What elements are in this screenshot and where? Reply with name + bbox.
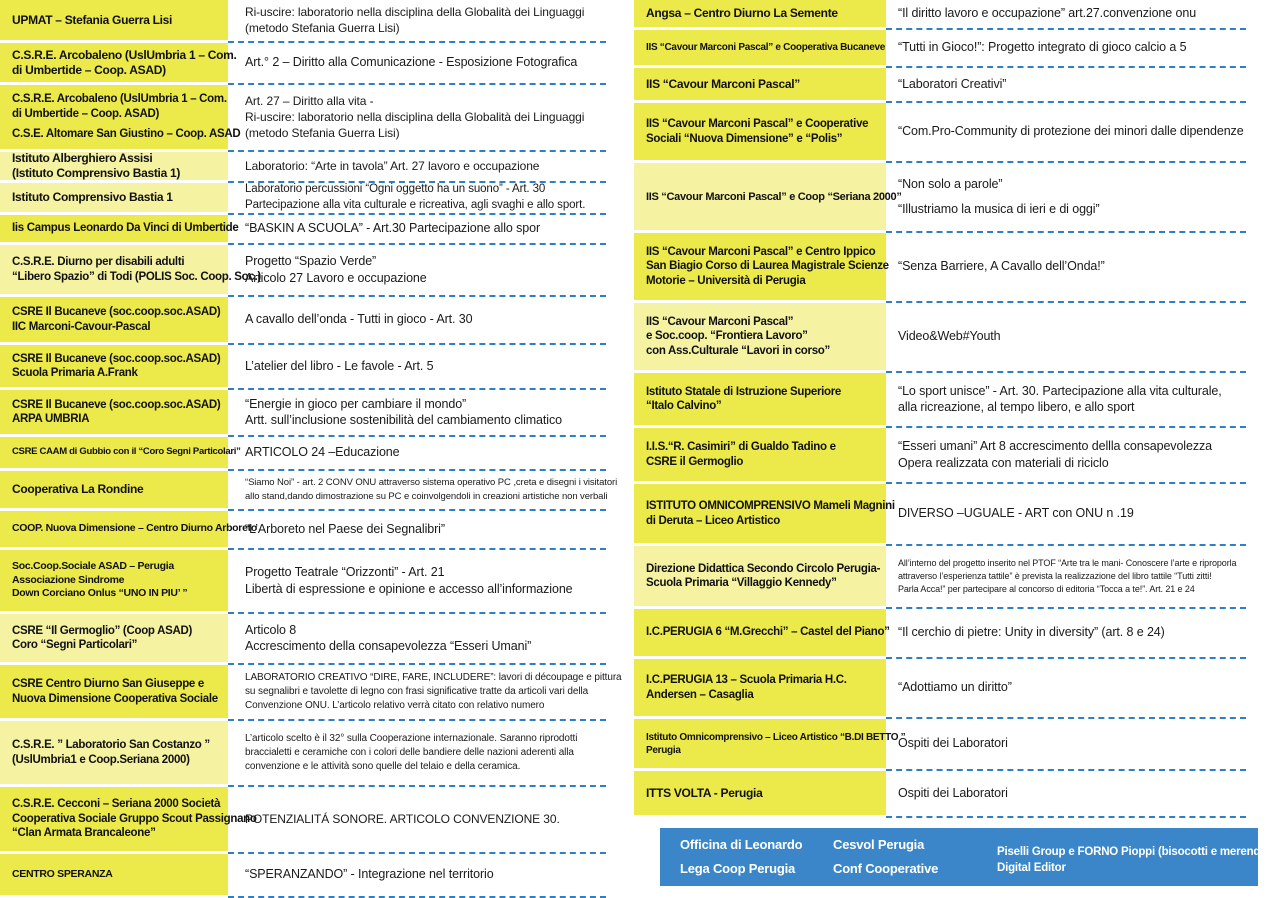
right-row-9	[634, 428, 1258, 484]
organization-line: Scuola Primaria A.Frank	[12, 367, 138, 379]
project-description	[245, 345, 610, 387]
organization-line: IIS “Cavour Marconi Pascal”	[646, 315, 794, 328]
organization-line: CSRE Centro Diurno San Giuseppe e	[12, 678, 205, 690]
description-line: Progetto “Spazio Verde”	[245, 254, 377, 268]
organization-line: CSRE “Il Germoglio” (Coop ASAD)	[12, 624, 193, 637]
description-line: Art.° 2 – Diritto alla Comunicazione - Esposizione Fotografica	[245, 55, 578, 70]
description-line: Ospiti dei Laboratori	[898, 785, 1008, 800]
organization-line: San Biagio Corso di Laurea Magistrale Scienze	[646, 260, 889, 273]
organization-line: IIS “Cavour Marconi Pascal” e Cooperative	[646, 118, 869, 130]
description-line: (metodo Stefania Guerra Lisi)	[245, 126, 400, 140]
description-line: su segnalibri e tavolette di legno con frasi significative tratte da articoli vari della	[245, 685, 589, 697]
organization-label	[0, 511, 257, 547]
description-line: Articolo 27 Lavoro e occupazione	[245, 270, 427, 285]
organization-line: I.C.PERUGIA 6 “M.Grecchi” – Castel del Piano”	[646, 626, 890, 639]
organization-line: di Deruta – Liceo Artistico	[646, 514, 780, 527]
organization-line: IIS “Cavour Marconi Pascal”	[646, 76, 800, 91]
organization-line: CENTRO SPERANZA	[12, 867, 113, 880]
description-line: “BASKIN A SCUOLA” - Art.30 Partecipazione allo spor	[245, 221, 541, 236]
organization-label	[0, 721, 228, 784]
right-row-14	[634, 719, 1258, 771]
organization-line: Cooperativa La Rondine	[12, 482, 144, 496]
organization-label	[0, 152, 228, 180]
left-row-2	[0, 43, 610, 85]
organization-line: Motorie – Università di Perugia	[646, 274, 806, 287]
row-divider	[886, 816, 1246, 818]
organization-label	[0, 345, 228, 387]
description-line: “Adottiamo un diritto”	[898, 680, 1012, 695]
organization-line: Iis Campus Leonardo Da Vinci di Umbertide	[12, 222, 239, 235]
project-description	[898, 68, 1258, 100]
description-line	[898, 192, 1258, 201]
organization-label	[0, 43, 237, 82]
organization-line: C.S.R.E. Arcobaleno (UslUmbria 1 – Com.	[12, 47, 237, 62]
description-line: “Esseri umani” Art 8 accrescimento dellla consapevolezza	[898, 439, 1212, 453]
project-description	[245, 721, 610, 784]
description-line: Libertà di espressione e opinione e accesso all’informazione	[245, 581, 573, 596]
description-line: “Laboratori Creativi”	[898, 76, 1007, 91]
description-line: Laboratorio: “Arte in tavola” Art. 27 lavoro e occupazione	[245, 159, 540, 173]
description-line: “Siamo Noi” - art. 2 CONV ONU attraverso sistema operativo PC ,creta e disegni i visitatori	[245, 477, 618, 488]
organization-label	[634, 103, 886, 160]
organization-line: C.S.R.E. Diurno per disabili adulti	[12, 256, 185, 268]
project-description	[245, 665, 622, 718]
left-row-4	[0, 152, 610, 183]
right-column	[634, 0, 1258, 818]
project-description	[245, 390, 610, 434]
organization-line: di Umbertide – Coop. ASAD)	[12, 62, 166, 77]
organization-label	[0, 471, 228, 508]
left-row-8	[0, 297, 610, 345]
description-line: Progetto Teatrale “Orizzonti” - Art. 21	[245, 565, 445, 579]
left-row-15	[0, 614, 610, 665]
project-description	[245, 511, 610, 547]
organization-label	[634, 30, 886, 65]
organization-line: Scuola Primaria “Villaggio Kennedy”	[646, 577, 837, 589]
organization-label	[634, 303, 886, 370]
description-line: Accrescimento della consapevolezza “Esseri Umani”	[245, 639, 532, 653]
description-line: “Energie in gioco per cambiare il mondo”	[245, 396, 467, 411]
organization-label	[0, 787, 257, 851]
right-row-8	[634, 373, 1258, 428]
description-line: “Lo sport unisce” - Art. 30. Partecipazione alla vita culturale,	[898, 383, 1222, 398]
description-line: “Tutti in Gioco!”: Progetto integrato di gioco calcio a 5	[898, 40, 1187, 55]
organization-line: C.S.E. Altomare San Giustino – Coop. ASAD	[12, 128, 241, 141]
organization-line: Direzione Didattica Secondo Circolo Perugia-	[646, 562, 881, 575]
organization-line: “Libero Spazio” di Todi (POLIS Soc. Coop. Soc.)	[12, 270, 261, 283]
project-description	[245, 614, 610, 662]
project-description	[898, 103, 1258, 160]
organization-line: COOP. Nuova Dimensione – Centro Diurno Arboreto	[12, 522, 257, 535]
organization-label	[634, 428, 886, 481]
organization-label	[0, 245, 261, 294]
left-row-16	[0, 665, 622, 721]
organization-line: Soc.Coop.Sociale ASAD – Perugia	[12, 560, 174, 573]
project-description	[245, 471, 618, 508]
left-row-18	[0, 787, 610, 854]
description-line: L’articolo scelto è il 32° sulla Cooperazione internazionale. Saranno riprodotti	[245, 732, 578, 744]
description-line: A cavallo dell’onda - Tutti in gioco - Art. 30	[245, 312, 473, 327]
sponsor-cesvol: Cesvol Perugia	[833, 837, 925, 852]
right-row-15	[634, 771, 1258, 818]
right-row-3	[634, 68, 1258, 103]
project-description	[898, 546, 1258, 606]
sponsor-conf-cooperative: Conf Cooperative	[833, 861, 939, 876]
organization-label	[0, 437, 241, 468]
left-row-19	[0, 854, 610, 898]
right-row-6	[634, 233, 1258, 303]
organization-line: ITTS VOLTA - Perugia	[646, 785, 763, 800]
description-line: “SPERANZANDO” - Integrazione nel territorio	[245, 867, 494, 882]
description-line: attraverso l’esperienza tattile” è prevista la realizzazione del libro tattile “Tutti zitti!	[898, 570, 1212, 581]
organization-label	[634, 163, 902, 230]
project-description	[245, 787, 610, 851]
organization-line: C.S.R.E. Cecconi – Seriana 2000 Società	[12, 798, 221, 811]
organization-label	[0, 854, 228, 895]
organization-line: Angsa – Centro Diurno La Semente	[646, 6, 838, 20]
organization-line: “Clan Armata Brancaleone”	[12, 827, 156, 840]
right-row-4	[634, 103, 1258, 163]
description-line: Art. 27 – Diritto alla vita -	[245, 94, 374, 108]
description-line: “Non solo a parole”	[898, 176, 1003, 191]
organization-line: di Umbertide – Coop. ASAD)	[12, 107, 160, 120]
description-line: “L’Arboreto nel Paese dei Segnalibri”	[245, 521, 445, 536]
organization-label	[0, 665, 228, 718]
description-line: Partecipazione alla vita culturale e ricreativa, agli svaghi e allo sport.	[245, 198, 586, 211]
description-line: ARTICOLO 24 –Educazione	[245, 445, 400, 460]
organization-line: I.I.S.“R. Casimiri” di Gualdo Tadino e	[646, 441, 836, 453]
organization-line: Associazione Sindrome	[12, 573, 125, 586]
description-line: braccialetti e ceramiche con i colori delle bandiere delle nazioni aderenti alla	[245, 746, 574, 758]
project-description	[245, 550, 610, 611]
description-line: LABORATORIO CREATIVO “DIRE, FARE, INCLUDERE”: lavori di découpage e pittura	[245, 671, 622, 683]
organization-label	[634, 233, 889, 300]
organization-label	[634, 484, 895, 543]
project-description	[245, 183, 610, 212]
organization-line: IIS “Cavour Marconi Pascal” e Cooperativa Bucaneve	[646, 42, 885, 53]
left-row-10	[0, 390, 610, 437]
description-line: Parla Acca!” per partecipare al concorso di editoria “Tocca a te!”. Art. 21 e 24	[898, 583, 1195, 594]
description-line: alla ricreazione, al tempo libero, e allo sport	[898, 400, 1135, 414]
project-description	[245, 152, 610, 180]
right-row-12	[634, 609, 1258, 659]
left-row-3	[0, 85, 610, 152]
organization-label	[0, 297, 228, 342]
right-row-5	[634, 163, 1258, 233]
description-line: (metodo Stefania Guerra Lisi)	[245, 21, 400, 35]
left-row-13	[0, 511, 610, 550]
project-description	[898, 30, 1258, 65]
right-row-2	[634, 30, 1258, 68]
description-line: Convenzione ONU. L’articolo relativo verrà citato con relativo numero	[245, 699, 545, 711]
organization-label	[0, 390, 228, 434]
organization-line: ARPA UMBRIA	[12, 413, 90, 425]
organization-label	[634, 719, 906, 768]
left-row-1	[0, 0, 610, 43]
project-description	[245, 854, 610, 895]
organization-label	[0, 0, 228, 40]
description-line: Video&Web#Youth	[898, 329, 1001, 344]
sponsor-digital-editor: Digital Editor	[997, 862, 1066, 874]
project-description	[245, 0, 610, 40]
organization-label	[634, 659, 886, 716]
project-description	[898, 163, 1258, 230]
description-line: “Com.Pro-Community di protezione dei minori dalle dipendenze	[898, 124, 1244, 139]
sponsor-lega-coop: Lega Coop Perugia	[680, 861, 796, 876]
project-description	[898, 303, 1258, 370]
organization-line: CSRE il Germoglio	[646, 455, 744, 468]
project-description	[245, 85, 610, 149]
description-line: “Il diritto lavoro e occupazione” art.27.convenzione onu	[898, 6, 1197, 21]
organization-line: Sociali “Nuova Dimensione” e “Polis”	[646, 132, 843, 145]
organization-label	[0, 215, 239, 242]
organization-line: I.C.PERUGIA 13 – Scuola Primaria H.C.	[646, 674, 847, 686]
organization-label	[634, 609, 890, 656]
project-description	[898, 484, 1258, 543]
organization-label	[634, 546, 886, 606]
organization-line: C.S.R.E. Arcobaleno (UslUmbria 1 – Com.	[12, 93, 227, 106]
description-line: All’interno del progetto inserito nel PTOF “Arte tra le mani- Conoscere l’arte e riproporla	[898, 557, 1237, 568]
organization-line: Istituto Comprensivo Bastia 1	[12, 190, 173, 204]
description-line: Ospiti dei Laboratori	[898, 736, 1008, 751]
project-description	[245, 437, 610, 468]
organization-line: IIS “Cavour Marconi Pascal” e Centro Ippico	[646, 245, 876, 258]
sponsor-officina-leonardo: Officina di Leonardo	[680, 837, 803, 852]
organization-line: Istituto Statale di Istruzione Superiore	[646, 385, 842, 398]
description-line: “Senza Barriere, A Cavallo dell’Onda!”	[898, 259, 1105, 274]
project-description	[245, 245, 610, 294]
project-description	[898, 0, 1258, 27]
description-line: “Illustriamo la musica di ieri e di oggi”	[898, 202, 1100, 216]
description-line: Opera realizzata con materiali di riciclo	[898, 455, 1109, 470]
description-line: POTENZIALITÁ SONORE. ARTICOLO CONVENZIONE 30.	[245, 812, 560, 826]
organization-line: Coro “Segni Particolari”	[12, 639, 138, 651]
organization-line: e Soc.coop. “Frontiera Lavoro”	[646, 330, 808, 343]
organization-label	[634, 771, 886, 815]
project-description	[898, 233, 1258, 300]
organization-label	[0, 183, 228, 212]
left-row-11	[0, 437, 610, 471]
right-row-7	[634, 303, 1258, 373]
left-row-6	[0, 215, 610, 245]
project-description	[898, 373, 1258, 425]
project-description	[898, 659, 1258, 716]
organization-line: Nuova Dimensione Cooperativa Sociale	[12, 692, 218, 705]
left-row-7	[0, 245, 610, 297]
left-row-17	[0, 721, 610, 787]
left-row-14	[0, 550, 610, 614]
organization-line: Istituto Omnicomprensivo – Liceo Artistico “B.DI BETTO ”	[646, 731, 906, 743]
organization-label	[634, 0, 886, 27]
organization-line: Down Corciano Onlus “UNO IN PIU’ ”	[12, 587, 188, 600]
organization-line: C.S.R.E. ” Laboratorio San Costanzo ”	[12, 739, 210, 751]
organization-label	[0, 85, 241, 149]
organization-line: (Istituto Comprensivo Bastia 1)	[12, 166, 181, 180]
organization-line: ISTITUTO OMNICOMPRENSIVO Mameli Magnini	[646, 500, 895, 512]
project-description	[898, 771, 1258, 815]
sponsor-box	[660, 828, 1271, 886]
organization-line: CSRE Il Bucaneve (soc.coop.soc.ASAD)	[12, 352, 221, 365]
project-description	[245, 297, 610, 342]
organization-line: IIS “Cavour Marconi Pascal” e Coop “Seriana 2000”	[646, 190, 902, 203]
project-description	[898, 609, 1258, 656]
description-line: “Il cerchio di pietre: Unity in diversity” (art. 8 e 24)	[898, 625, 1165, 640]
organization-label	[634, 68, 886, 100]
organization-line: CSRE Il Bucaneve (soc.coop.soc.ASAD)	[12, 306, 221, 318]
organization-label	[634, 373, 886, 425]
description-line: Laboratorio percussioni “Ogni oggetto ha un suono” - Art. 30	[245, 183, 546, 195]
description-line: Ri-uscire: laboratorio nella disciplina della Globalità dei Linguaggi	[245, 110, 585, 124]
description-line: Artt. sull’inclusione sostenibilità del cambiamento climatico	[245, 413, 562, 427]
left-row-5	[0, 183, 610, 215]
description-line: DIVERSO –UGUALE - ART con ONU n .19	[898, 506, 1134, 521]
organization-label	[0, 614, 228, 662]
description-line: convenzione e le attività sono quelle del telaio e della ceramica.	[245, 760, 521, 772]
organization-label	[0, 550, 228, 611]
organization-line: CSRE Il Bucaneve (soc.coop.soc.ASAD)	[12, 398, 221, 411]
organization-line: Andersen – Casaglia	[646, 688, 754, 701]
organization-line: (UslUmbria1 e Coop.Seriana 2000)	[12, 753, 190, 766]
right-row-1	[634, 0, 1258, 30]
project-description	[245, 215, 610, 242]
sponsor-piselli-group: Piselli Group e FORNO Pioppi (bisocotti e merenda)	[997, 846, 1271, 858]
project-description	[898, 719, 1258, 768]
description-line: Articolo 8	[245, 622, 297, 637]
organization-line: con Ass.Culturale “Lavori in corso”	[646, 344, 830, 357]
description-line: L’atelier del libro - Le favole - Art. 5	[245, 358, 434, 373]
right-row-11	[634, 546, 1258, 609]
organization-line: IIC Marconi-Cavour-Pascal	[12, 320, 151, 333]
left-row-12	[0, 471, 618, 511]
organization-line: Perugia	[646, 744, 681, 756]
left-column	[0, 0, 622, 898]
right-row-13	[634, 659, 1258, 719]
organization-line: UPMAT – Stefania Guerra Lisi	[12, 12, 173, 27]
project-description	[245, 43, 610, 82]
organization-line: Istituto Alberghiero Assisi	[12, 151, 153, 165]
organization-line: CSRE CAAM di Gubbio con il “Coro Segni Particolari”	[12, 446, 241, 458]
description-line: Ri-uscire: laboratorio nella disciplina della Globalità dei Linguaggi	[245, 5, 585, 19]
organization-line: Cooperativa Sociale Gruppo Scout Passignano	[12, 812, 257, 825]
project-description	[898, 428, 1258, 481]
description-line: allo stand,dando dimostrazione su PC e coinvolgendoli in creazioni artistiche non verbali	[245, 490, 608, 502]
organization-line: “Italo Calvino”	[646, 400, 722, 412]
left-row-9	[0, 345, 610, 390]
right-row-10	[634, 484, 1258, 546]
